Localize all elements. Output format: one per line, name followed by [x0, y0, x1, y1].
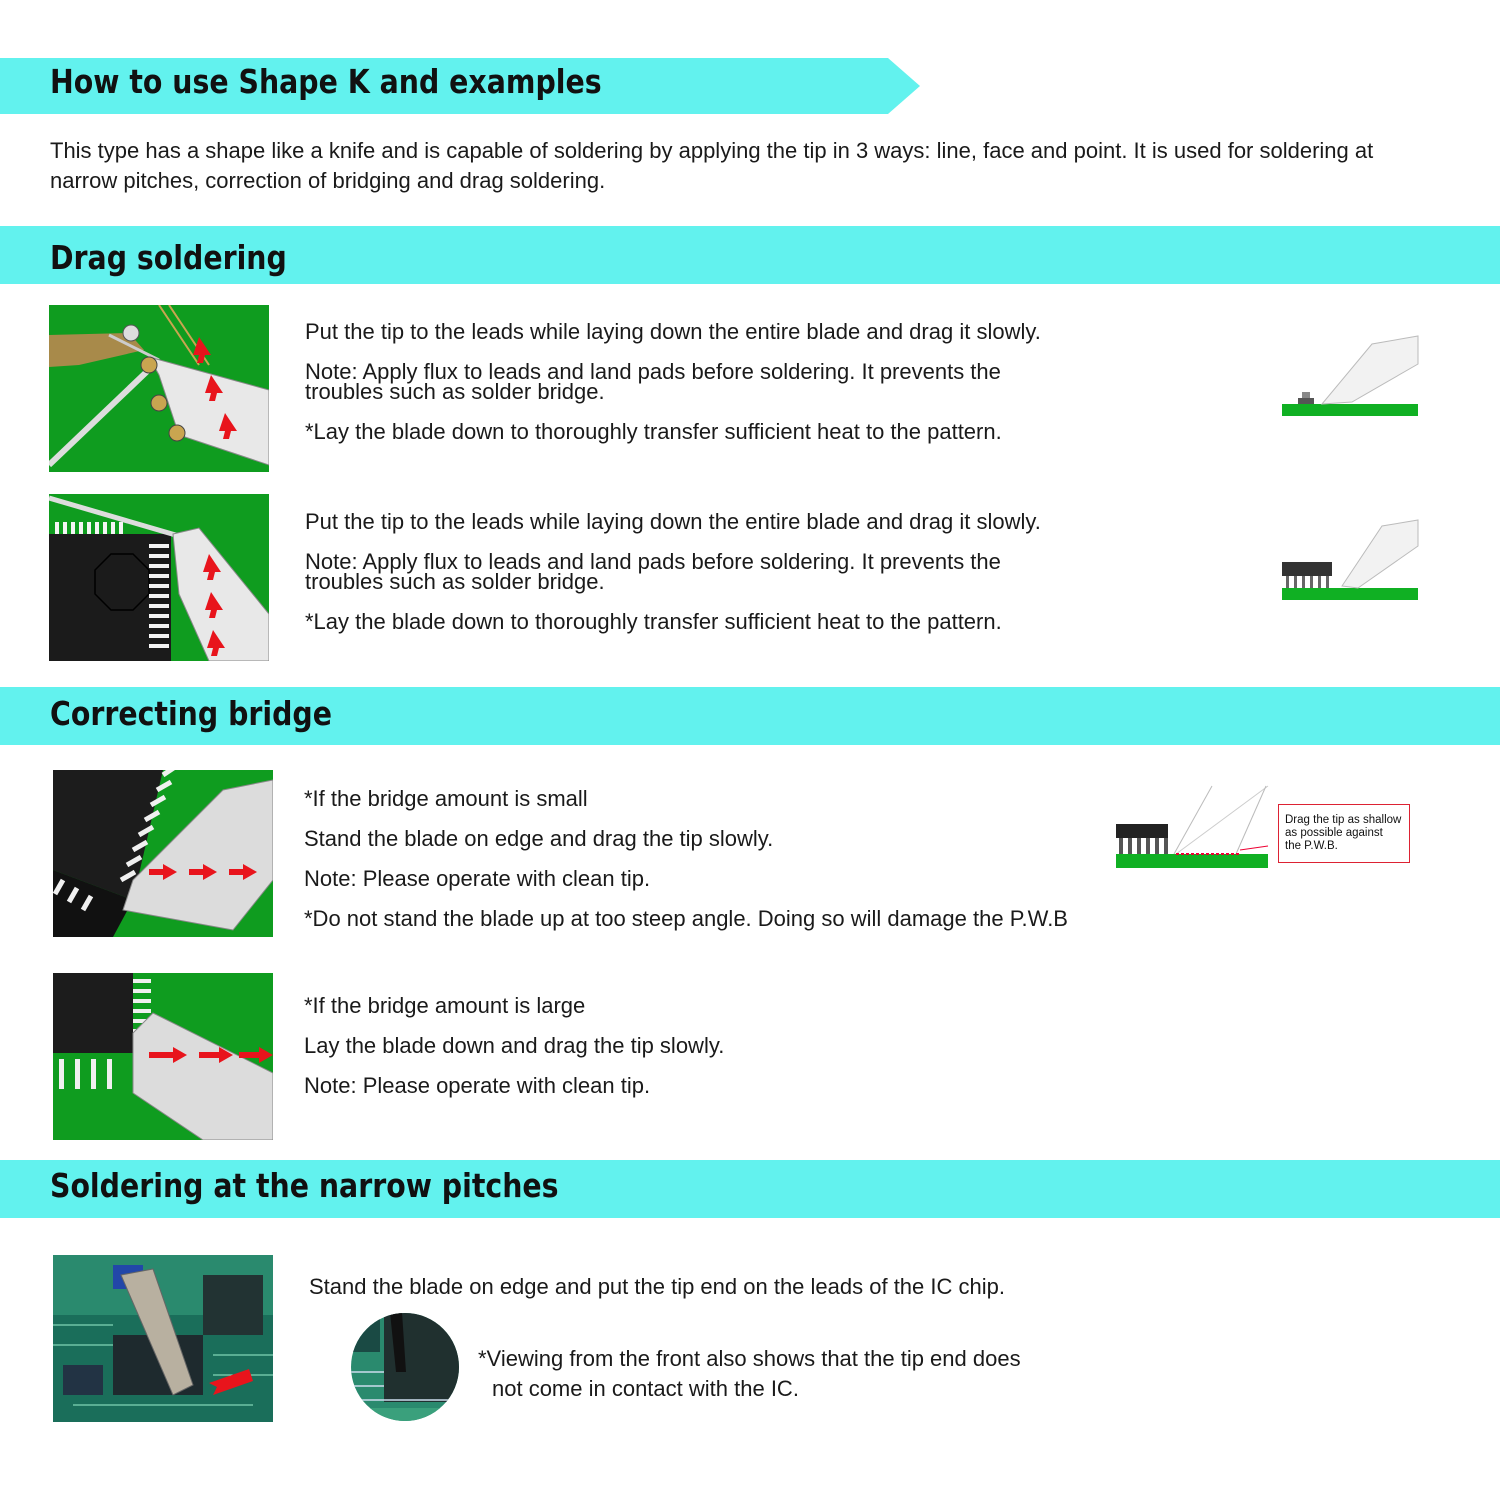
narrow-front-view	[350, 1312, 460, 1422]
drag-1-note-b: troubles such as solder bridge.	[305, 379, 605, 404]
drag-2-line1: Put the tip to the leads while laying down the entire blade and drag it slowly.	[305, 509, 1041, 534]
drag-2-diagram	[1282, 518, 1420, 604]
bridge-small-line2: Note: Please operate with clean tip.	[304, 866, 651, 891]
bridge-title: Correcting bridge	[50, 694, 332, 733]
intro-title: How to use Shape K and examples	[50, 62, 602, 101]
bridge-callout	[1278, 804, 1410, 863]
callout-line-2: as possible against	[1285, 827, 1383, 839]
narrow-line2: *Viewing from the front also shows that the tip end does	[478, 1346, 1021, 1371]
drag-1-line1: Put the tip to the leads while laying down the entire blade and drag it slowly.	[305, 319, 1041, 344]
drag-2-note-a: Note: Apply flux to leads and land pads before soldering. It prevents the	[305, 549, 1001, 574]
bridge-photo-large	[53, 973, 273, 1140]
narrow-line1: Stand the blade on edge and put the tip end on the leads of the IC chip.	[309, 1274, 1005, 1299]
bridge-large-line2: Note: Please operate with clean tip.	[304, 1073, 651, 1098]
drag-1-diagram	[1282, 334, 1420, 420]
bridge-large-heading: *If the bridge amount is large	[304, 993, 586, 1018]
drag-1-tip: *Lay the blade down to thoroughly transfer sufficient heat to the pattern.	[305, 419, 1002, 444]
callout-line-1: Drag the tip as shallow	[1285, 814, 1402, 826]
narrow-line3: not come in contact with the IC.	[492, 1376, 799, 1401]
drag-1-note-a: Note: Apply flux to leads and land pads before soldering. It prevents the	[305, 359, 1001, 384]
drag-2-note-b: troubles such as solder bridge.	[305, 569, 605, 594]
callout-line-3: the P.W.B.	[1285, 840, 1338, 852]
drag-photo-2	[49, 494, 269, 661]
bridge-small-heading: *If the bridge amount is small	[304, 786, 588, 811]
bridge-small-diagram	[1116, 784, 1272, 870]
bridge-small-line3: *Do not stand the blade up at too steep angle. Doing so will damage the P.W.B	[304, 906, 1068, 931]
narrow-photo	[53, 1255, 273, 1422]
bridge-small-line1: Stand the blade on edge and drag the tip slowly.	[304, 826, 774, 851]
intro-text: This type has a shape like a knife and is capable of soldering by applying the tip in 3 ways: line, face and point. It is used for soldering at narrow pitches, correction of bridging and drag soldering.	[50, 138, 1374, 193]
narrow-title: Soldering at the narrow pitches	[50, 1166, 559, 1205]
drag-2-tip: *Lay the blade down to thoroughly transfer sufficient heat to the pattern.	[305, 609, 1002, 634]
bridge-photo-small	[53, 770, 273, 937]
drag-photo-1	[49, 305, 269, 472]
bridge-large-line1: Lay the blade down and drag the tip slowly.	[304, 1033, 725, 1058]
drag-title: Drag soldering	[50, 238, 287, 277]
